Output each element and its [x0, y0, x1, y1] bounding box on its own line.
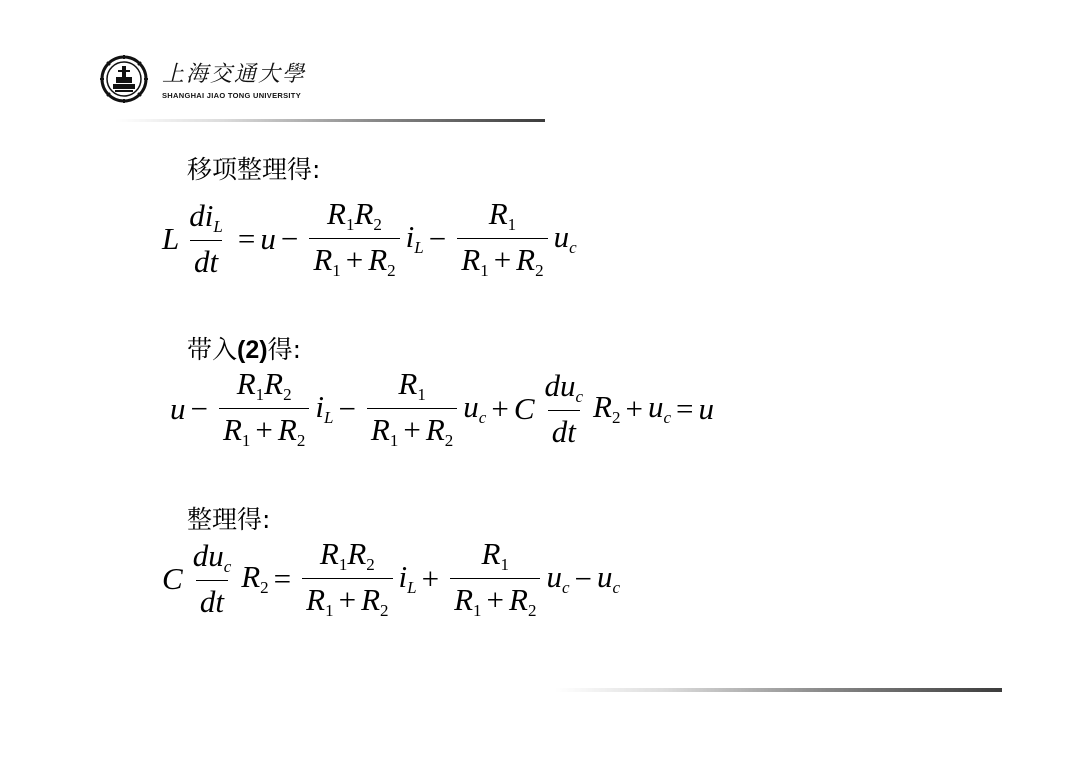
equation-1: L $\frac{di_L}{dt}$ = u − $\frac{R_1R_2}{R_1 + R_2}$ $i_L$ − $\frac{R_1}{R_1 + R_2}$ $u_c$: [162, 196, 577, 280]
header: [100, 55, 560, 125]
footer-rule: [555, 688, 1002, 692]
university-name-en: SHANGHAI JIAO TONG UNIVERSITY: [162, 91, 301, 100]
equation-3: C $\frac{du_c}{dt}$ $R_2$ = $\frac{R_1R_2}{R_1 + R_2}$ $i_L$ + $\frac{R_1}{R_1 + R_2}$ $u_c$ − $u_c$: [162, 536, 621, 620]
university-name-cn: 上海交通大學: [162, 62, 307, 87]
header-rule: [115, 119, 545, 122]
heading-2-pre: 带入: [187, 335, 238, 364]
university-seal-icon: [100, 55, 148, 103]
equation-2: u − $\frac{R_1R_2}{R_1 + R_2}$ $i_L$ − $\frac{R_1}{R_1 + R_2}$ $u_c$ + C $\frac{du_c}{dt}$ $R_2$ + $u_c$ = u: [170, 366, 714, 450]
section-heading-2: [187, 330, 301, 366]
section-heading-3: 整理得:: [187, 505, 271, 534]
heading-2-ref: (2): [237, 336, 268, 364]
section-heading-1: 移项整理得:: [187, 155, 321, 184]
heading-2-post: 得:: [267, 335, 302, 364]
